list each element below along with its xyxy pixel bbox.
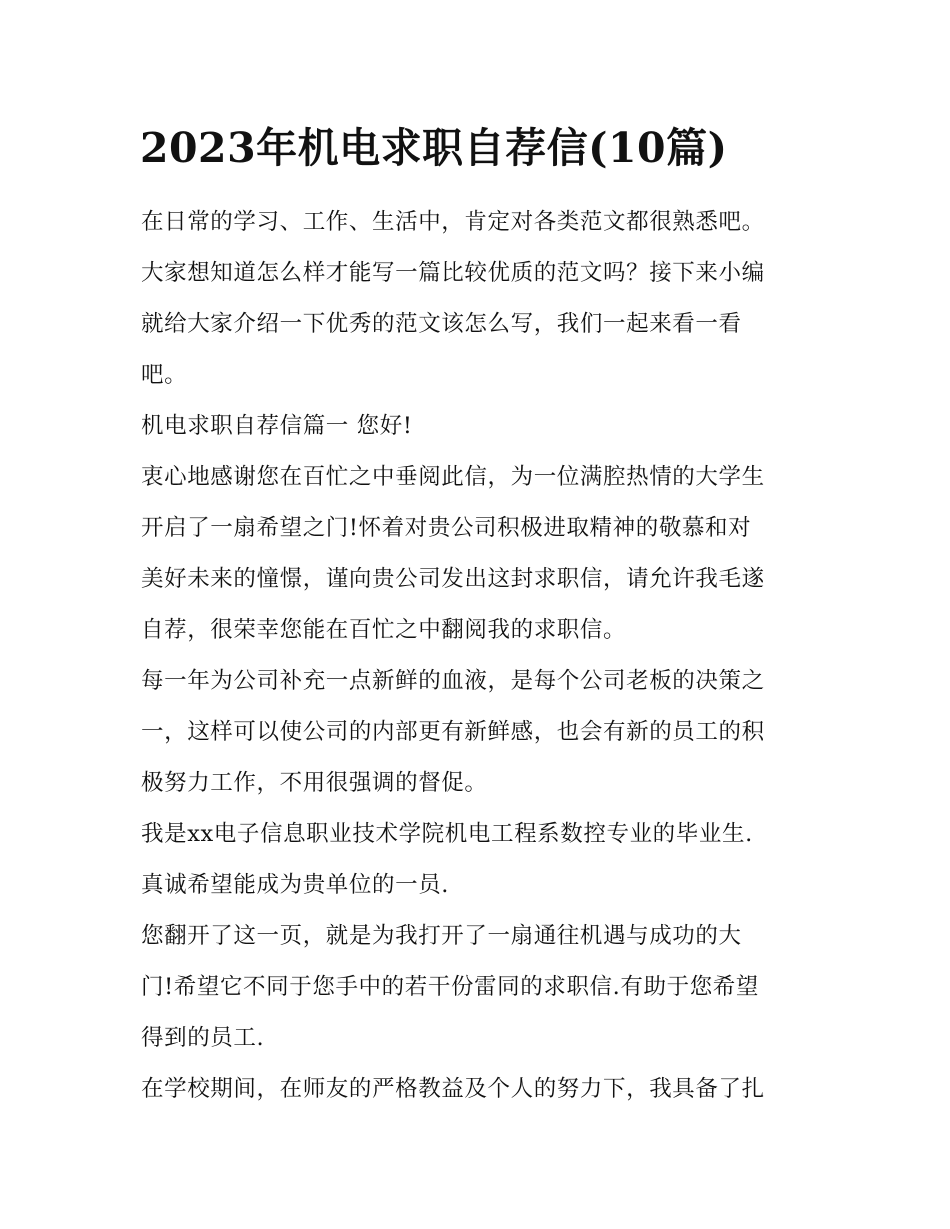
text-line: 就给大家介绍一下优秀的范文该怎么写，我们一起来看一看: [141, 311, 742, 337]
text-line: 您翻开了这一页，就是为我打开了一扇通往机遇与成功的大: [141, 923, 742, 949]
text-line: 开启了一扇希望之门!怀着对贵公司积极进取精神的敬慕和对: [141, 515, 752, 541]
text-line: 一，这样可以使公司的内部更有新鲜感，也会有新的员工的积: [141, 719, 765, 745]
text-line: 衷心地感谢您在百忙之中垂阅此信，为一位满腔热情的大学生: [141, 464, 765, 490]
document-body: [141, 197, 817, 1115]
text-line: 极努力工作，不用很强调的督促。: [141, 770, 488, 796]
text-line: 我是xx电子信息职业技术学院机电工程系数控专业的毕业生.: [141, 821, 753, 847]
page-title: 2023年机电求职自荐信(10篇): [140, 124, 728, 172]
text-line: 在日常的学习、工作、生活中，肯定对各类范文都很熟悉吧。: [141, 209, 765, 235]
text-line: 大家想知道怎么样才能写一篇比较优质的范文吗？接下来小编: [141, 260, 765, 286]
section-heading: 机电求职自荐信篇一 您好!: [141, 413, 413, 439]
text-line: 美好未来的憧憬，谨向贵公司发出这封求职信，请允许我毛遂: [141, 566, 765, 592]
text-line: 每一年为公司补充一点新鲜的血液，是每个公司老板的决策之: [141, 668, 765, 694]
text-line: 得到的员工.: [141, 1025, 265, 1051]
text-line: 吧。: [141, 362, 188, 388]
text-line: 真诚希望能成为贵单位的一员.: [141, 872, 450, 898]
text-line: 自荐，很荣幸您能在百忙之中翻阅我的求职信。: [141, 617, 627, 643]
text-line: 门!希望它不同于您手中的若干份雷同的求职信.有助于您希望: [141, 974, 759, 1000]
text-line: 在学校期间，在师友的严格教益及个人的努力下，我具备了扎: [141, 1076, 765, 1102]
